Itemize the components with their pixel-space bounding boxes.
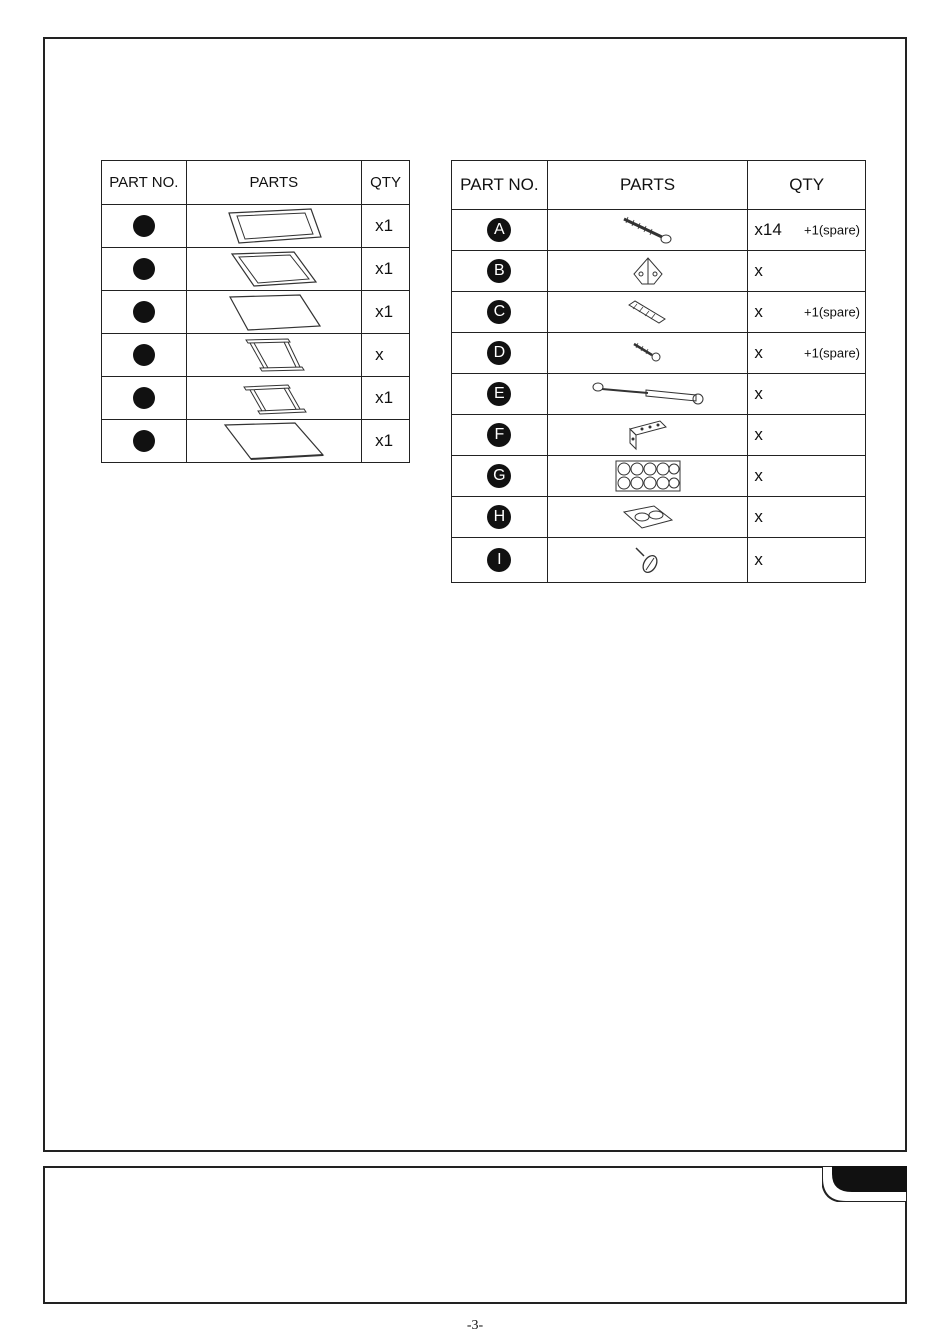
knob-icon xyxy=(547,538,748,583)
frame-panel-icon xyxy=(186,205,361,248)
table-row xyxy=(452,415,866,456)
qty-value: x xyxy=(754,425,763,444)
table-row xyxy=(102,248,410,291)
qty-value: x1 xyxy=(362,248,410,291)
hardware-parts-table xyxy=(451,160,866,583)
qty-value: x xyxy=(754,466,763,485)
part-letter-badge: B xyxy=(487,259,511,283)
panel-parts-table xyxy=(101,160,410,463)
spare-note: +1(spare) xyxy=(804,304,860,320)
table-row xyxy=(452,333,866,374)
gas-strut-icon xyxy=(547,374,748,415)
rail-frame-icon xyxy=(186,334,361,377)
qty-value: x xyxy=(754,384,763,403)
part-number-dot xyxy=(133,387,155,409)
part-number-dot xyxy=(133,430,155,452)
corner-tab xyxy=(822,1166,907,1202)
bumper-pad-sheet-icon xyxy=(547,456,748,497)
table-row xyxy=(452,538,866,583)
qty-value: x14 xyxy=(754,220,782,239)
part-letter-badge: I xyxy=(487,548,511,572)
spare-note: +1(spare) xyxy=(804,345,860,361)
header-part-no: PART NO. xyxy=(452,161,548,210)
qty-value: x1 xyxy=(362,205,410,248)
table-header-row xyxy=(102,161,410,205)
part-letter-badge: G xyxy=(487,464,511,488)
header-qty: QTY xyxy=(748,161,866,210)
dowel-icon xyxy=(547,292,748,333)
page-number: -3- xyxy=(466,1318,484,1333)
table-row xyxy=(452,292,866,333)
qty-value: x xyxy=(754,261,763,280)
qty-value: x1 xyxy=(362,420,410,463)
qty-value: x xyxy=(754,550,763,569)
table-row xyxy=(102,420,410,463)
part-letter-badge: D xyxy=(487,341,511,365)
table-row xyxy=(452,210,866,251)
table-row xyxy=(102,334,410,377)
part-number-dot xyxy=(133,215,155,237)
corner-bracket-icon xyxy=(547,251,748,292)
qty-value: x xyxy=(754,302,763,321)
hinge-icon xyxy=(547,415,748,456)
pad-pair-icon xyxy=(547,497,748,538)
qty-value: x1 xyxy=(362,377,410,420)
long-screw-icon xyxy=(547,210,748,251)
table-row xyxy=(102,377,410,420)
table-row xyxy=(452,374,866,415)
part-letter-badge: C xyxy=(487,300,511,324)
notes-frame xyxy=(43,1166,907,1304)
part-number-dot xyxy=(133,258,155,280)
qty-value: x xyxy=(754,343,763,362)
header-parts: PARTS xyxy=(186,161,361,205)
spare-note: +1(spare) xyxy=(804,222,860,238)
part-letter-badge: A xyxy=(487,218,511,242)
short-screw-icon xyxy=(547,333,748,374)
rail-frame-icon xyxy=(186,377,361,420)
qty-value: x xyxy=(362,334,410,377)
table-row xyxy=(452,456,866,497)
header-parts: PARTS xyxy=(547,161,748,210)
part-number-dot xyxy=(133,301,155,323)
part-letter-badge: F xyxy=(487,423,511,447)
flat-panel-icon xyxy=(186,291,361,334)
table-row xyxy=(102,291,410,334)
qty-value: x1 xyxy=(362,291,410,334)
frame-panel-icon xyxy=(186,248,361,291)
part-number-dot xyxy=(133,344,155,366)
board-panel-icon xyxy=(186,420,361,463)
qty-value: x xyxy=(754,507,763,526)
table-row xyxy=(452,497,866,538)
header-part-no: PART NO. xyxy=(102,161,187,205)
table-row xyxy=(452,251,866,292)
table-row xyxy=(102,205,410,248)
part-letter-badge: E xyxy=(487,382,511,406)
table-header-row xyxy=(452,161,866,210)
header-qty: QTY xyxy=(362,161,410,205)
part-letter-badge: H xyxy=(487,505,511,529)
